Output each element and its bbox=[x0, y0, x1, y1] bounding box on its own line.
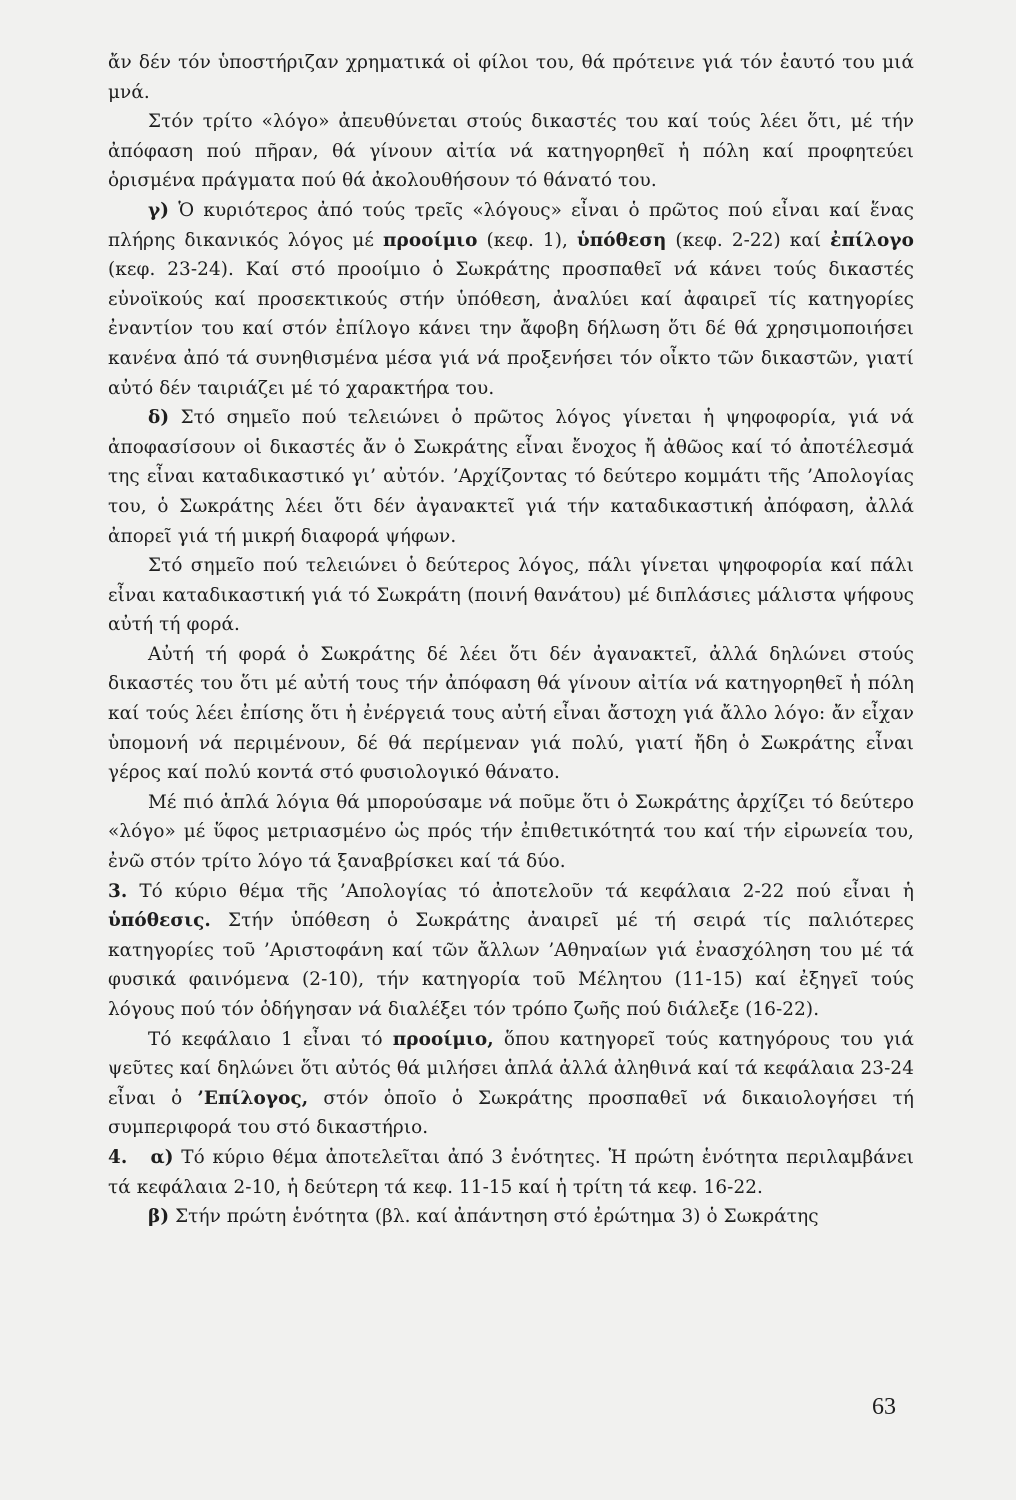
paragraph-continuation: ἄν δέν τόν ὑποστήριζαν χρηματικά οἱ φίλοι του, θά πρότεινε γιά τόν ἑαυτό του μιά μνά. bbox=[108, 52, 914, 103]
text-run: Τό κύριο θέμα τῆς ’Απολογίας τό ἀποτελοῦν τά κεφάλαια 2-22 πού εἶναι ἡ bbox=[127, 880, 914, 902]
text-run: στόν ὁποῖο ὁ Σωκράτης προσπαθεῖ νά δικαιολογήσει τή συμπεριφορά του στό δικαστήριο. bbox=[108, 1087, 914, 1139]
paragraph-section-4 bbox=[108, 1143, 914, 1202]
term-epilogo: ἐπίλογο bbox=[830, 229, 914, 251]
text-run: Στήν πρώτη ἑνότητα (βλ. καί ἀπάντηση στό ἐρώτημα 3) ὁ Σωκράτης bbox=[169, 1206, 819, 1228]
paragraph-this-time: Αὐτή τή φορά ὁ Σωκράτης δέ λέει ὅτι δέν ἀγανακτεῖ, ἀλλά δηλώνει στούς δικαστές του ὅτι μέ αὐτή τους τήν ἀπόφαση θά γίνουν αἰτία νά κατηγορηθεῖ ἡ πόλη καί τούς λέει ἐπίσης ὅτι ἡ ἐνέργειά τους αὐτή εἶναι ἄστοχη γιά ἄλλο λόγο: ἄν εἶχαν ὑπομονή νά περιμένουν, δέ θά περίμεναν γιά πολύ, γιατί ἤδη ὁ Σωκράτης εἶναι γέρος καί πολύ κοντά στό φυσιολογικό θάνατο. bbox=[108, 643, 914, 784]
text-run: (κεφ. 1), bbox=[477, 229, 577, 251]
term-prooimio-2: προοίμιο, bbox=[392, 1028, 494, 1050]
term-ypothesi: ὑπόθεση bbox=[576, 229, 667, 251]
paragraph-section-3 bbox=[108, 877, 914, 1025]
paragraph-delta bbox=[108, 403, 914, 551]
term-prooimio: προοίμιο bbox=[382, 229, 478, 251]
page-body bbox=[108, 48, 914, 1232]
term-ypothesis: ὑπόθεσις. bbox=[108, 910, 211, 932]
item-label-delta: δ) bbox=[148, 407, 170, 429]
section-number-4: 4. bbox=[108, 1146, 128, 1168]
item-label-beta: β) bbox=[148, 1206, 170, 1228]
item-label-alpha: α) bbox=[150, 1146, 174, 1168]
text-run: Στήν ὑπόθεση ὁ Σωκράτης ἀναιρεῖ μέ τή σειρά τίς παλιότερες κατηγορίες τοῦ ’Αριστοφάνη καί τῶν ἄλλων ’Αθηναίων γιά ἐνασχόληση του μέ τά φυσικά φαινόμενα (2-10), τήν κατηγορία τοῦ Μέλητου (11-15) καί ἐξηγεῖ τούς λόγους πού τόν ὁδήγησαν νά διαλέξει τόν τρόπο ζωῆς πού διάλεξε (16-22). bbox=[108, 910, 914, 1020]
section-number-3: 3. bbox=[108, 880, 128, 902]
paragraph-gamma bbox=[108, 196, 914, 403]
text-run: (κεφ. 23-24). Καί στό προοίμιο ὁ Σωκράτης προσπαθεῖ νά κάνει τούς δικαστές εὐνοϊκούς καί προσεκτικούς στήν ὑπόθεση, ἀναλύει καί ἀφαιρεῖ τίς κατηγορίες ἐναντίον του καί στόν ἐπίλογο κάνει την ἄφοβη δήλωση ὅτι δέ θά χρησιμοποιήσει κανένα ἀπό τά συνηθισμένα μέσα γιά νά προξενήσει τόν οἶκτο τῶν δικαστῶν, γιατί αὐτό δέν ταιριάζει μέ τό χαρακτήρα του. bbox=[108, 259, 914, 399]
page-number: 63 bbox=[872, 1394, 896, 1420]
paragraph-beta bbox=[108, 1202, 914, 1232]
text-run: Τό κύριο θέμα ἀποτελεῖται ἀπό 3 ἑνότητες. Ἡ πρώτη ἑνότητα περιλαμβάνει τά κεφάλαια 2-10, ἡ δεύτερη τά κεφ. 11-15 καί ἡ τρίτη τά κεφ. 16-22. bbox=[108, 1146, 914, 1198]
item-label-gamma: γ) bbox=[148, 199, 170, 221]
text-run: Τό κεφάλαιο 1 εἶναι τό bbox=[148, 1028, 393, 1050]
term-epilogos: ’Επίλογος, bbox=[197, 1087, 309, 1109]
paragraph-simpler-words: Μέ πιό ἁπλά λόγια θά μπορούσαμε νά ποῦμε ὅτι ὁ Σωκράτης ἀρχίζει τό δεύτερο «λόγο» μέ ὕφος μετριασμένο ὡς πρός τήν ἐπιθετικότητά του καί τήν εἰρωνεία του, ἐνῶ στόν τρίτο λόγο τά ξαναβρίσκει καί τά δύο. bbox=[108, 791, 914, 873]
paragraph-third-speech: Στόν τρίτο «λόγο» ἀπευθύνεται στούς δικαστές του καί τούς λέει ὅτι, μέ τήν ἀπόφαση πού πῆραν, θά γίνουν αἰτία νά κατηγορηθεῖ ἡ πόλη καί προφητεύει ὁρισμένα πράγματα πού θά ἀκολουθήσουν τό θάνατό του. bbox=[108, 111, 914, 192]
text-run: Στό σημεῖο πού τελειώνει ὁ πρῶτος λόγος γίνεται ἡ ψηφοφορία, γιά νά ἀποφασίσουν οἱ δικαστές ἄν ὁ Σωκράτης εἶναι ἔνοχος ἤ ἀθῶος καί τό ἀποτέλεσμά της εἶναι καταδικαστικό γι’ αὐτόν. ’Αρχίζοντας τό δεύτερο κομμάτι τῆς ’Απολογίας του, ὁ Σωκράτης λέει ὅτι δέν ἀγανακτεῖ γιά τήν καταδικαστική ἀπόφαση, ἀλλά ἀπορεῖ γιά τή μικρή διαφορά ψήφων. bbox=[108, 407, 914, 547]
text-run: Ὁ κυριότερος ἀπό τούς τρεῖς «λόγους» εἶναι ὁ πρῶτος πού εἶναι καί ἕνας πλήρης δικανικός λόγος μέ bbox=[108, 199, 914, 251]
text-run: ὅπου κατηγορεῖ τούς κατηγόρους του γιά ψεῦτες καί δηλώνει ὅτι αὐτός θά μιλήσει ἁπλά ἀλλά ἀληθινά καί τά κεφάλαια 23-24 εἶναι ὁ bbox=[108, 1028, 914, 1109]
paragraph-second-vote: Στό σημεῖο πού τελειώνει ὁ δεύτερος λόγος, πάλι γίνεται ψηφοφορία καί πάλι εἶναι καταδικαστική γιά τό Σωκράτη (ποινή θανάτου) μέ διπλάσιες μάλιστα ψήφους αὐτή τή φορά. bbox=[108, 555, 914, 636]
paragraph-chapter-1 bbox=[108, 1025, 914, 1143]
text-run: (κεφ. 2-22) καί bbox=[666, 229, 831, 251]
